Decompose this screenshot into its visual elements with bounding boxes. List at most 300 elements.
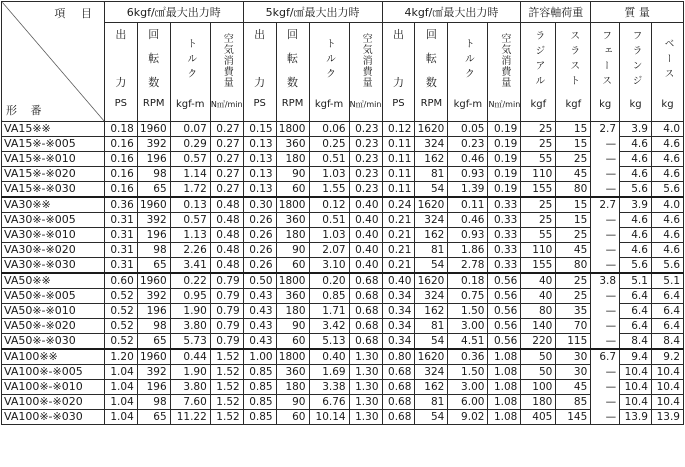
table-cell-t6: 0.29	[170, 137, 210, 152]
table-cell-t6: 1.14	[170, 167, 210, 182]
table-cell-r6: 392	[137, 365, 170, 380]
table-cell-p4: 0.68	[382, 365, 415, 380]
table-cell-fl: 6.4	[620, 304, 652, 319]
torque-5-unit: kgf-m	[314, 99, 344, 110]
table-cell-r4: 81	[415, 243, 448, 258]
table-cell-a6: 0.48	[210, 213, 243, 228]
table-cell-fl: 4.6	[620, 228, 652, 243]
table-cell-t6: 3.80	[170, 380, 210, 395]
air-4-header	[488, 23, 521, 122]
table-cell-rad: 50	[521, 349, 556, 365]
table-cell-a4: 0.56	[488, 273, 521, 289]
table-cell-t4: 0.18	[448, 273, 488, 289]
table-cell-p5: 0.13	[243, 167, 276, 182]
table-cell-p4: 0.11	[382, 167, 415, 182]
table-cell-r4: 54	[415, 410, 448, 425]
table-cell-a6: 0.27	[210, 182, 243, 198]
table-cell-t5: 0.12	[309, 197, 349, 213]
table-cell-a4: 0.33	[488, 258, 521, 274]
table-cell-t5: 10.14	[309, 410, 349, 425]
table-cell-face: —	[591, 410, 620, 425]
table-cell-rad: 220	[521, 334, 556, 350]
table-cell-t4: 1.86	[448, 243, 488, 258]
table-cell-p6: 0.52	[104, 289, 137, 304]
table-cell-face: —	[591, 380, 620, 395]
table-cell-a4: 1.08	[488, 380, 521, 395]
table-cell-rad: 25	[521, 137, 556, 152]
table-cell-base: 9.2	[651, 349, 683, 365]
table-cell-a4: 0.19	[488, 152, 521, 167]
table-cell-a5: 0.40	[349, 258, 382, 274]
table-cell-rad: 25	[521, 197, 556, 213]
table-cell-face: —	[591, 334, 620, 350]
table-cell-fl: 13.9	[620, 410, 652, 425]
table-cell-a5: 0.40	[349, 243, 382, 258]
mass-header: 質 量	[591, 2, 684, 23]
table-cell-face: —	[591, 137, 620, 152]
flange-mass-header	[620, 23, 652, 122]
table-cell-base: 6.4	[651, 304, 683, 319]
output-4-unit: PS	[392, 98, 405, 109]
table-cell-a4: 0.56	[488, 334, 521, 350]
table-cell-fl: 9.4	[620, 349, 652, 365]
table-cell-p6: 1.04	[104, 410, 137, 425]
table-cell-a5: 1.30	[349, 380, 382, 395]
table-cell-t6: 3.41	[170, 258, 210, 274]
thrust-label: スラスト	[567, 30, 579, 90]
table-cell-face: 2.7	[591, 122, 620, 137]
table-cell-t6: 0.13	[170, 197, 210, 213]
table-cell-t5: 0.25	[309, 137, 349, 152]
table-cell-thr: 45	[556, 243, 591, 258]
table-cell-p6: 0.31	[104, 258, 137, 274]
table-cell-thr: 115	[556, 334, 591, 350]
speed-5-top: 回	[287, 28, 299, 41]
table-cell-t6: 11.22	[170, 410, 210, 425]
spec-table-body	[2, 122, 684, 425]
table-cell-a5: 0.23	[349, 152, 382, 167]
output-4-top: 出	[392, 28, 404, 41]
table-cell-p5: 0.26	[243, 228, 276, 243]
table-cell-a4: 1.08	[488, 365, 521, 380]
table-cell-r4: 81	[415, 395, 448, 410]
output-6-bottom: 力	[115, 76, 127, 89]
table-cell-a6: 0.48	[210, 197, 243, 213]
table-cell-r4: 324	[415, 289, 448, 304]
table-cell-t6: 2.26	[170, 243, 210, 258]
table-cell-r4: 162	[415, 304, 448, 319]
table-cell-a4: 0.56	[488, 304, 521, 319]
torque-4-label: トルク	[462, 37, 474, 83]
table-cell-t6: 0.44	[170, 349, 210, 365]
table-cell-a4: 0.33	[488, 228, 521, 243]
output-5-top: 出	[254, 28, 266, 41]
table-cell-p4: 0.11	[382, 182, 415, 198]
table-cell-thr: 25	[556, 289, 591, 304]
table-cell-p6: 1.04	[104, 380, 137, 395]
table-cell-t5: 1.71	[309, 304, 349, 319]
table-cell-a4: 0.33	[488, 243, 521, 258]
model-cell: VA15※-※030	[2, 182, 105, 198]
model-cell: VA50※※	[2, 273, 105, 289]
face-mass-header	[591, 23, 620, 122]
table-cell-thr: 30	[556, 365, 591, 380]
table-cell-thr: 45	[556, 167, 591, 182]
table-cell-t5: 1.03	[309, 228, 349, 243]
model-cell: VA15※-※010	[2, 152, 105, 167]
header-row-groups	[2, 2, 684, 23]
model-cell: VA15※-※020	[2, 167, 105, 182]
table-cell-r6: 392	[137, 289, 170, 304]
table-cell-t6: 0.07	[170, 122, 210, 137]
table-cell-r5: 60	[276, 334, 309, 350]
table-cell-t4: 1.50	[448, 304, 488, 319]
table-cell-r5: 90	[276, 167, 309, 182]
table-cell-p4: 0.34	[382, 319, 415, 334]
model-cell: VA30※※	[2, 197, 105, 213]
table-row	[2, 410, 684, 425]
table-cell-a6: 1.52	[210, 380, 243, 395]
table-row	[2, 304, 684, 319]
table-cell-r6: 65	[137, 410, 170, 425]
table-cell-r5: 180	[276, 152, 309, 167]
table-cell-fl: 10.4	[620, 380, 652, 395]
table-cell-a6: 0.27	[210, 137, 243, 152]
table-cell-face: —	[591, 395, 620, 410]
table-cell-a4: 0.56	[488, 289, 521, 304]
radial-label: ラジアル	[532, 30, 544, 90]
table-cell-rad: 50	[521, 365, 556, 380]
table-cell-r6: 196	[137, 304, 170, 319]
table-cell-r4: 1620	[415, 122, 448, 137]
table-cell-r6: 196	[137, 228, 170, 243]
output-6-header	[104, 23, 137, 122]
table-cell-t5: 0.40	[309, 349, 349, 365]
table-cell-a5: 0.40	[349, 213, 382, 228]
table-cell-p6: 0.60	[104, 273, 137, 289]
table-cell-p5: 0.26	[243, 258, 276, 274]
table-cell-rad: 155	[521, 258, 556, 274]
table-cell-t5: 3.10	[309, 258, 349, 274]
table-cell-r6: 1960	[137, 197, 170, 213]
table-cell-p6: 0.52	[104, 319, 137, 334]
model-cell: VA100※-※005	[2, 365, 105, 380]
table-cell-t5: 0.51	[309, 213, 349, 228]
table-cell-base: 4.6	[651, 137, 683, 152]
table-cell-t6: 1.72	[170, 182, 210, 198]
table-cell-r5: 360	[276, 213, 309, 228]
torque-6-header	[170, 23, 210, 122]
table-row	[2, 395, 684, 410]
table-cell-a5: 0.68	[349, 334, 382, 350]
table-row	[2, 182, 684, 198]
speed-6-mid: 転	[148, 52, 160, 65]
speed-6-header	[137, 23, 170, 122]
model-cell: VA30※-※005	[2, 213, 105, 228]
table-cell-r4: 54	[415, 334, 448, 350]
table-cell-a6: 1.52	[210, 365, 243, 380]
table-cell-t5: 6.76	[309, 395, 349, 410]
table-cell-t5: 0.20	[309, 273, 349, 289]
table-cell-r5: 90	[276, 319, 309, 334]
base-label: ベース	[661, 37, 673, 83]
table-cell-fl: 4.6	[620, 137, 652, 152]
table-cell-p4: 0.40	[382, 273, 415, 289]
table-cell-p6: 0.52	[104, 304, 137, 319]
table-row	[2, 319, 684, 334]
table-cell-fl: 4.6	[620, 213, 652, 228]
model-cell: VA30※-※020	[2, 243, 105, 258]
table-cell-thr: 145	[556, 410, 591, 425]
table-cell-thr: 25	[556, 273, 591, 289]
table-row	[2, 334, 684, 350]
table-row	[2, 213, 684, 228]
table-cell-p4: 0.34	[382, 304, 415, 319]
table-cell-p5: 0.26	[243, 213, 276, 228]
table-cell-face: —	[591, 182, 620, 198]
table-cell-p5: 0.43	[243, 289, 276, 304]
table-cell-a5: 1.30	[349, 349, 382, 365]
table-cell-r6: 1960	[137, 122, 170, 137]
table-cell-a6: 0.79	[210, 304, 243, 319]
table-cell-a4: 1.08	[488, 349, 521, 365]
table-cell-t5: 5.13	[309, 334, 349, 350]
table-cell-r4: 1620	[415, 197, 448, 213]
table-cell-p5: 0.85	[243, 395, 276, 410]
speed-4-bottom: 数	[425, 76, 437, 89]
table-cell-p4: 0.21	[382, 243, 415, 258]
table-cell-face: 3.8	[591, 273, 620, 289]
speed-5-unit: RPM	[281, 98, 304, 109]
table-cell-fl: 3.9	[620, 122, 652, 137]
table-cell-base: 6.4	[651, 319, 683, 334]
table-cell-a5: 1.30	[349, 365, 382, 380]
table-cell-p4: 0.68	[382, 395, 415, 410]
table-row	[2, 243, 684, 258]
table-cell-a5: 0.23	[349, 122, 382, 137]
table-cell-thr: 85	[556, 395, 591, 410]
table-cell-t6: 0.95	[170, 289, 210, 304]
table-cell-r5: 360	[276, 137, 309, 152]
table-cell-rad: 25	[521, 213, 556, 228]
table-cell-r5: 180	[276, 380, 309, 395]
table-cell-rad: 100	[521, 380, 556, 395]
table-cell-t6: 0.57	[170, 152, 210, 167]
table-cell-a5: 0.40	[349, 197, 382, 213]
speed-5-header	[276, 23, 309, 122]
table-cell-r4: 324	[415, 213, 448, 228]
table-cell-base: 5.6	[651, 182, 683, 198]
table-cell-r4: 162	[415, 380, 448, 395]
table-cell-p6: 0.16	[104, 182, 137, 198]
table-cell-p4: 0.11	[382, 137, 415, 152]
table-cell-thr: 15	[556, 213, 591, 228]
table-cell-t5: 0.85	[309, 289, 349, 304]
table-cell-base: 4.6	[651, 167, 683, 182]
table-cell-thr: 15	[556, 122, 591, 137]
air-4-label: 空気消費量	[498, 32, 510, 88]
table-cell-thr: 25	[556, 152, 591, 167]
table-cell-p5: 0.13	[243, 137, 276, 152]
table-cell-p5: 0.43	[243, 334, 276, 350]
table-cell-t4: 9.02	[448, 410, 488, 425]
table-cell-t5: 0.51	[309, 152, 349, 167]
table-cell-rad: 55	[521, 228, 556, 243]
table-cell-t6: 1.90	[170, 365, 210, 380]
table-cell-t5: 1.55	[309, 182, 349, 198]
table-cell-rad: 155	[521, 182, 556, 198]
table-cell-p6: 1.04	[104, 395, 137, 410]
speed-4-top: 回	[425, 28, 437, 41]
table-cell-t4: 0.75	[448, 289, 488, 304]
table-cell-rad: 140	[521, 319, 556, 334]
table-cell-p6: 1.20	[104, 349, 137, 365]
table-cell-p5: 0.30	[243, 197, 276, 213]
table-cell-face: —	[591, 228, 620, 243]
table-cell-t4: 1.50	[448, 365, 488, 380]
table-cell-base: 10.4	[651, 365, 683, 380]
model-cell: VA50※-※010	[2, 304, 105, 319]
table-cell-base: 10.4	[651, 380, 683, 395]
output-5-unit: PS	[253, 98, 266, 109]
table-cell-r4: 54	[415, 182, 448, 198]
table-cell-t4: 2.78	[448, 258, 488, 274]
table-cell-p5: 0.15	[243, 122, 276, 137]
table-cell-base: 4.6	[651, 213, 683, 228]
table-cell-t5: 3.42	[309, 319, 349, 334]
table-cell-r6: 196	[137, 380, 170, 395]
table-cell-r5: 1800	[276, 122, 309, 137]
base-mass-header	[651, 23, 683, 122]
table-cell-base: 4.6	[651, 152, 683, 167]
table-cell-r5: 360	[276, 365, 309, 380]
model-cell: VA100※-※020	[2, 395, 105, 410]
table-cell-face: —	[591, 365, 620, 380]
table-cell-t4: 0.11	[448, 197, 488, 213]
table-cell-rad: 40	[521, 273, 556, 289]
table-cell-t4: 4.51	[448, 334, 488, 350]
table-cell-rad: 55	[521, 152, 556, 167]
speed-6-bottom: 数	[148, 76, 160, 89]
table-cell-r6: 98	[137, 319, 170, 334]
table-cell-p5: 0.85	[243, 410, 276, 425]
table-cell-t5: 1.03	[309, 167, 349, 182]
table-cell-fl: 5.6	[620, 182, 652, 198]
table-cell-a6: 0.79	[210, 273, 243, 289]
table-cell-t6: 0.22	[170, 273, 210, 289]
table-cell-p6: 0.16	[104, 152, 137, 167]
table-cell-a4: 1.08	[488, 410, 521, 425]
table-cell-t5: 2.07	[309, 243, 349, 258]
table-cell-r5: 90	[276, 395, 309, 410]
table-cell-p6: 0.31	[104, 213, 137, 228]
table-cell-t4: 0.93	[448, 167, 488, 182]
table-cell-r5: 1800	[276, 349, 309, 365]
table-cell-r6: 65	[137, 334, 170, 350]
radial-header	[521, 23, 556, 122]
model-cell: VA30※-※030	[2, 258, 105, 274]
air-6-label: 空気消費量	[221, 32, 233, 88]
air-6-header	[210, 23, 243, 122]
table-cell-r4: 81	[415, 167, 448, 182]
torque-4-header	[448, 23, 488, 122]
table-cell-a4: 0.56	[488, 319, 521, 334]
table-row	[2, 167, 684, 182]
item-label: 項 目	[54, 7, 98, 20]
table-cell-fl: 5.6	[620, 258, 652, 274]
table-cell-r6: 1960	[137, 273, 170, 289]
table-cell-a4: 1.08	[488, 395, 521, 410]
table-cell-t6: 3.80	[170, 319, 210, 334]
table-cell-rad: 180	[521, 395, 556, 410]
table-cell-face: —	[591, 304, 620, 319]
group-5kgf-header: 5kgf/㎠最大出力時	[243, 2, 382, 23]
table-cell-t4: 0.93	[448, 228, 488, 243]
table-row	[2, 365, 684, 380]
table-cell-t4: 0.05	[448, 122, 488, 137]
table-cell-r5: 60	[276, 182, 309, 198]
table-cell-t6: 5.73	[170, 334, 210, 350]
model-label: 形 番	[6, 104, 47, 117]
table-cell-r5: 60	[276, 258, 309, 274]
speed-6-unit: RPM	[142, 98, 165, 109]
table-cell-p6: 0.31	[104, 243, 137, 258]
table-cell-p4: 0.21	[382, 213, 415, 228]
table-cell-base: 5.1	[651, 273, 683, 289]
table-cell-t6: 1.90	[170, 304, 210, 319]
table-cell-r5: 60	[276, 410, 309, 425]
thrust-unit: kgf	[565, 99, 582, 110]
model-cell: VA50※-※020	[2, 319, 105, 334]
table-cell-r6: 98	[137, 395, 170, 410]
model-cell: VA100※※	[2, 349, 105, 365]
table-cell-r5: 90	[276, 243, 309, 258]
table-cell-a5: 0.23	[349, 182, 382, 198]
table-row	[2, 122, 684, 137]
table-cell-fl: 5.1	[620, 273, 652, 289]
table-cell-r4: 162	[415, 228, 448, 243]
output-5-bottom: 力	[254, 76, 266, 89]
table-cell-p6: 0.16	[104, 167, 137, 182]
table-cell-p6: 0.52	[104, 334, 137, 350]
table-cell-r5: 360	[276, 289, 309, 304]
table-cell-p4: 0.68	[382, 410, 415, 425]
table-cell-p4: 0.21	[382, 258, 415, 274]
table-cell-base: 6.4	[651, 289, 683, 304]
table-cell-a4: 0.33	[488, 197, 521, 213]
torque-6-label: トルク	[184, 37, 196, 83]
table-cell-a6: 0.79	[210, 319, 243, 334]
table-cell-base: 4.6	[651, 228, 683, 243]
model-cell: VA15※-※005	[2, 137, 105, 152]
table-cell-a5: 1.30	[349, 395, 382, 410]
table-cell-r6: 196	[137, 152, 170, 167]
table-cell-p5: 0.50	[243, 273, 276, 289]
table-cell-face: —	[591, 167, 620, 182]
table-cell-t4: 1.39	[448, 182, 488, 198]
table-cell-r6: 65	[137, 182, 170, 198]
table-cell-rad: 405	[521, 410, 556, 425]
table-cell-a6: 0.79	[210, 334, 243, 350]
table-cell-a6: 0.27	[210, 122, 243, 137]
table-row	[2, 289, 684, 304]
table-cell-a5: 0.40	[349, 228, 382, 243]
table-cell-a6: 1.52	[210, 410, 243, 425]
table-cell-t4: 0.36	[448, 349, 488, 365]
output-5-header	[243, 23, 276, 122]
table-cell-r4: 81	[415, 319, 448, 334]
table-cell-base: 4.0	[651, 197, 683, 213]
